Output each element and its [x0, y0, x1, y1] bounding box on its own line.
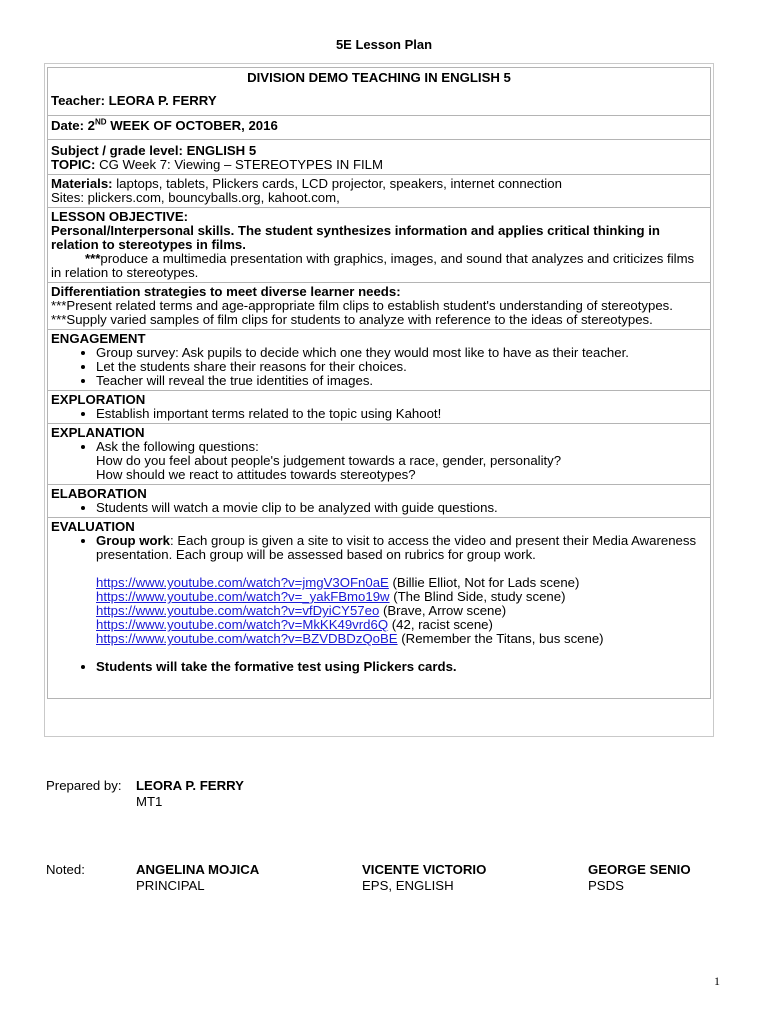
- subject-row: [48, 140, 711, 175]
- explanation-label: EXPLANATION: [51, 425, 145, 440]
- video-note: (Billie Elliot, Not for Lads scene): [388, 575, 580, 590]
- signatory-title: EPS, ENGLISH: [362, 878, 454, 893]
- exploration-list: [51, 407, 707, 421]
- video-note: (Brave, Arrow scene): [379, 603, 507, 618]
- materials-value: laptops, tablets, Plickers cards, LCD projector, speakers, internet connection: [112, 176, 562, 191]
- evaluation-row: [48, 518, 711, 699]
- date-suffix: WEEK OF OCTOBER, 2016: [106, 118, 278, 133]
- link-line: [51, 632, 707, 646]
- explanation-question-2: How should we react to attitudes towards stereotypes?: [96, 467, 416, 482]
- objective-detail-text: produce a multimedia presentation with graphics, images, and sound that analyzes and criticizes films in relation to stereotypes.: [51, 251, 695, 280]
- engagement-list: [51, 346, 707, 388]
- sites-line: Sites: plickers.com, bouncyballs.org, kahoot.com,: [51, 190, 340, 205]
- differentiation-item-1: ***Present related terms and age-appropriate film clips to establish student's understanding of stereotypes.: [51, 298, 673, 313]
- materials-row: [48, 175, 711, 208]
- materials-line: [51, 177, 707, 191]
- signatory-name: GEORGE SENIO: [588, 862, 691, 877]
- exploration-label: EXPLORATION: [51, 392, 146, 407]
- elaboration-row: [48, 485, 711, 518]
- plan-title: DIVISION DEMO TEACHING IN ENGLISH 5: [247, 70, 511, 85]
- engagement-row: [48, 330, 711, 391]
- date-superscript: ND: [94, 117, 107, 127]
- list-item: [96, 534, 707, 562]
- page-number: 1: [714, 974, 720, 988]
- subject-line: Subject / grade level: ENGLISH 5: [51, 143, 257, 158]
- explanation-row: [48, 424, 711, 485]
- prepared-by-title: MT1: [136, 794, 163, 809]
- signatory-name: VICENTE VICTORIO: [362, 862, 487, 877]
- video-note: (42, racist scene): [388, 617, 493, 632]
- signatory-name: ANGELINA MOJICA: [136, 862, 260, 877]
- group-work-text: : Each group is given a site to visit to access the video and present their Media Awareness presentation. Each group will be assessed based on rubrics for group work.: [96, 533, 697, 562]
- link-line: [51, 590, 707, 604]
- topic-label: TOPIC:: [51, 157, 96, 172]
- engagement-label: ENGAGEMENT: [51, 331, 146, 346]
- differentiation-item-2: ***Supply varied samples of film clips for students to analyze with reference to the ideas of stereotypes.: [51, 312, 653, 327]
- list-item: • Students will watch a movie clip to be analyzed with guide questions.: [96, 501, 707, 515]
- prepared-by-name: LEORA P. FERRY: [136, 778, 244, 793]
- list-item: • Students will take the formative test using Plickers cards.: [96, 660, 707, 674]
- video-link[interactable]: https://www.youtube.com/watch?v=_yakFBmo19w: [96, 589, 390, 604]
- date-row: [48, 116, 711, 140]
- link-line: [51, 618, 707, 632]
- teacher-line: Teacher: LEORA P. FERRY: [51, 93, 217, 108]
- signatory-title: PRINCIPAL: [136, 878, 205, 893]
- prepared-by-label: Prepared by:: [46, 778, 122, 793]
- objective-detail: [51, 252, 707, 280]
- date-prefix: Date: 2: [51, 118, 95, 133]
- video-link[interactable]: https://www.youtube.com/watch?v=vfDyiCY57eo: [96, 603, 380, 618]
- objective-stars: ***: [85, 251, 101, 266]
- explanation-list: [51, 440, 707, 454]
- header-row: [48, 68, 711, 116]
- evaluation-final-list: [51, 660, 707, 674]
- differentiation-row: [48, 283, 711, 330]
- elaboration-label: ELABORATION: [51, 486, 147, 501]
- list-item: • Ask the following questions:: [96, 440, 707, 454]
- video-note: (The Blind Side, study scene): [389, 589, 566, 604]
- list-item: • Teacher will reveal the true identities of images.: [96, 374, 707, 388]
- document-title: 5E Lesson Plan: [335, 37, 433, 52]
- evaluation-label: EVALUATION: [51, 519, 135, 534]
- noted-label: Noted:: [46, 862, 85, 877]
- video-note: (Remember the Titans, bus scene): [397, 631, 604, 646]
- video-link[interactable]: https://www.youtube.com/watch?v=BZVDBDzQoBE: [96, 631, 398, 646]
- objective-text: Personal/Interpersonal skills. The student synthesizes information and applies critical thinking in relation to stereotypes in films.: [51, 223, 660, 252]
- video-link[interactable]: https://www.youtube.com/watch?v=jmgV3OFn0aE: [96, 575, 389, 590]
- lesson-plan-table: [47, 67, 711, 699]
- list-item: • Let the students share their reasons for their choices.: [96, 360, 707, 374]
- evaluation-list: [51, 534, 707, 562]
- topic-line: [51, 158, 707, 172]
- link-line: [51, 604, 707, 618]
- differentiation-label: Differentiation strategies to meet diverse learner needs:: [51, 284, 401, 299]
- elaboration-list: [51, 501, 707, 515]
- group-work-label: Group work: [96, 533, 170, 548]
- list-item: • Group survey: Ask pupils to decide which one they would most like to have as their teacher.: [96, 346, 707, 360]
- topic-value: CG Week 7: Viewing – STEREOTYPES IN FILM: [95, 157, 383, 172]
- explanation-question-1: How do you feel about people's judgement towards a race, gender, personality?: [96, 453, 562, 468]
- objective-label: LESSON OBJECTIVE:: [51, 209, 189, 224]
- materials-label: Materials:: [51, 176, 113, 191]
- list-item: • Establish important terms related to the topic using Kahoot!: [96, 407, 707, 421]
- video-link[interactable]: https://www.youtube.com/watch?v=MkKK49vrd6Q: [96, 617, 389, 632]
- exploration-row: [48, 391, 711, 424]
- objective-row: [48, 208, 711, 283]
- link-line: [51, 576, 707, 590]
- signatory-title: PSDS: [588, 878, 624, 893]
